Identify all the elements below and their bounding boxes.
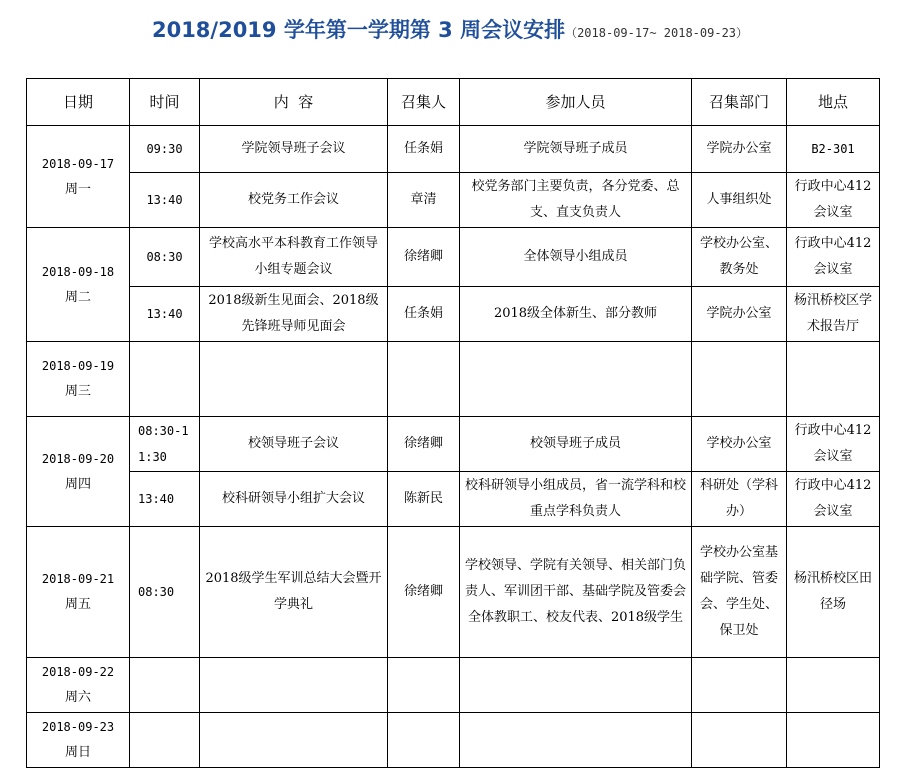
content-cell xyxy=(200,658,388,713)
convener-cell xyxy=(388,713,460,768)
time-cell: 13:40 xyxy=(130,472,200,527)
date-text: 2018-09-17 xyxy=(41,156,115,171)
meeting-schedule-table xyxy=(26,78,880,768)
location-cell xyxy=(787,713,880,768)
location-cell: 杨汛桥校区田径场 xyxy=(787,527,880,658)
weekday-text: 周六 xyxy=(64,690,91,705)
table-row xyxy=(27,228,880,287)
participants-cell: 校领导班子成员 xyxy=(460,417,692,472)
weekday-text: 周日 xyxy=(64,745,91,760)
date-cell xyxy=(27,228,130,342)
location-cell: B2-301 xyxy=(787,126,880,173)
date-text: 2018-09-23 xyxy=(41,720,115,734)
participants-cell xyxy=(460,342,692,417)
date-text: 2018-09-20 xyxy=(41,451,115,466)
location-cell: 行政中心412会议室 xyxy=(787,417,880,472)
header-department: 召集部门 xyxy=(692,79,787,126)
convener-cell: 任条娟 xyxy=(388,126,460,173)
table-row xyxy=(27,126,880,173)
table-row xyxy=(27,342,880,417)
time-cell: 13:40 xyxy=(130,173,200,228)
date-cell xyxy=(27,126,130,228)
time-cell: 13:40 xyxy=(130,287,200,342)
header-content: 内 容 xyxy=(200,79,388,126)
department-cell xyxy=(692,658,787,713)
weekday-text: 周一 xyxy=(64,181,91,197)
title-date-range: （2018-09-17~ 2018-09-23） xyxy=(565,26,749,40)
department-cell: 科研处（学科办） xyxy=(692,472,787,527)
convener-cell xyxy=(388,342,460,417)
participants-cell xyxy=(460,713,692,768)
content-cell: 校领导班子会议 xyxy=(200,417,388,472)
table-row xyxy=(27,417,880,472)
participants-cell xyxy=(460,658,692,713)
header-date: 日期 xyxy=(27,79,130,126)
weekday-text: 周二 xyxy=(64,289,91,305)
header-time: 时间 xyxy=(130,79,200,126)
content-cell xyxy=(200,713,388,768)
participants-cell: 全体领导小组成员 xyxy=(460,228,692,287)
location-cell xyxy=(787,658,880,713)
header-participants: 参加人员 xyxy=(460,79,692,126)
time-cell: 08:30 xyxy=(130,228,200,287)
convener-cell: 陈新民 xyxy=(388,472,460,527)
header-convener: 召集人 xyxy=(388,79,460,126)
location-cell: 行政中心412会议室 xyxy=(787,472,880,527)
department-cell: 学校办公室、教务处 xyxy=(692,228,787,287)
time-cell xyxy=(130,713,200,768)
department-cell xyxy=(692,713,787,768)
department-cell xyxy=(692,342,787,417)
department-cell: 学院办公室 xyxy=(692,287,787,342)
content-cell: 2018级新生见面会、2018级先锋班导师见面会 xyxy=(200,287,388,342)
time-cell xyxy=(130,342,200,417)
participants-cell: 校科研领导小组成员，省一流学科和校重点学科负责人 xyxy=(460,472,692,527)
date-text: 2018-09-21 xyxy=(41,572,115,586)
location-cell: 行政中心412会议室 xyxy=(787,173,880,228)
department-cell: 学校办公室 xyxy=(692,417,787,472)
page-title xyxy=(0,14,900,44)
convener-cell: 任条娟 xyxy=(388,287,460,342)
date-cell xyxy=(27,658,130,713)
header-location: 地点 xyxy=(787,79,880,126)
department-cell: 学院办公室 xyxy=(692,126,787,173)
table-row xyxy=(27,173,880,228)
title-main: 2018/2019 学年第一学期第 3 周会议安排 xyxy=(151,18,566,42)
header-row xyxy=(27,79,880,126)
table-row xyxy=(27,287,880,342)
content-cell: 校科研领导小组扩大会议 xyxy=(200,472,388,527)
department-cell: 学校办公室基础学院、管委会、学生处、保卫处 xyxy=(692,527,787,658)
table-row xyxy=(27,713,880,768)
time-cell: 08:30-11:30 xyxy=(130,417,200,472)
weekday-text: 周三 xyxy=(64,384,91,399)
content-cell: 学校高水平本科教育工作领导小组专题会议 xyxy=(200,228,388,287)
convener-cell: 徐绪卿 xyxy=(388,527,460,658)
participants-cell: 2018级全体新生、部分教师 xyxy=(460,287,692,342)
convener-cell: 章清 xyxy=(388,173,460,228)
date-text: 2018-09-18 xyxy=(41,264,115,279)
content-cell: 校党务工作会议 xyxy=(200,173,388,228)
weekday-text: 周五 xyxy=(64,597,91,612)
table-row xyxy=(27,658,880,713)
date-cell xyxy=(27,342,130,417)
content-cell: 学院领导班子会议 xyxy=(200,126,388,173)
time-cell: 09:30 xyxy=(130,126,200,173)
participants-cell: 学院领导班子成员 xyxy=(460,126,692,173)
date-cell xyxy=(27,713,130,768)
convener-cell: 徐绪卿 xyxy=(388,417,460,472)
date-text: 2018-09-19 xyxy=(41,359,115,373)
convener-cell: 徐绪卿 xyxy=(388,228,460,287)
participants-cell: 校党务部门主要负责，各分党委、总支、直支负责人 xyxy=(460,173,692,228)
location-cell: 行政中心412会议室 xyxy=(787,228,880,287)
date-cell xyxy=(27,527,130,658)
weekday-text: 周四 xyxy=(64,476,91,492)
participants-cell: 学校领导、学院有关领导、相关部门负责人、军训团干部、基础学院及管委会全体教职工、校友代表、2018级学生 xyxy=(460,527,692,658)
content-cell: 2018级学生军训总结大会暨开学典礼 xyxy=(200,527,388,658)
date-cell xyxy=(27,417,130,527)
table-row xyxy=(27,472,880,527)
time-cell xyxy=(130,658,200,713)
table-row xyxy=(27,527,880,658)
location-cell xyxy=(787,342,880,417)
department-cell: 人事组织处 xyxy=(692,173,787,228)
content-cell xyxy=(200,342,388,417)
location-cell: 杨汛桥校区学术报告厅 xyxy=(787,287,880,342)
time-cell: 08:30 xyxy=(130,527,200,658)
date-text: 2018-09-22 xyxy=(41,665,115,679)
convener-cell xyxy=(388,658,460,713)
